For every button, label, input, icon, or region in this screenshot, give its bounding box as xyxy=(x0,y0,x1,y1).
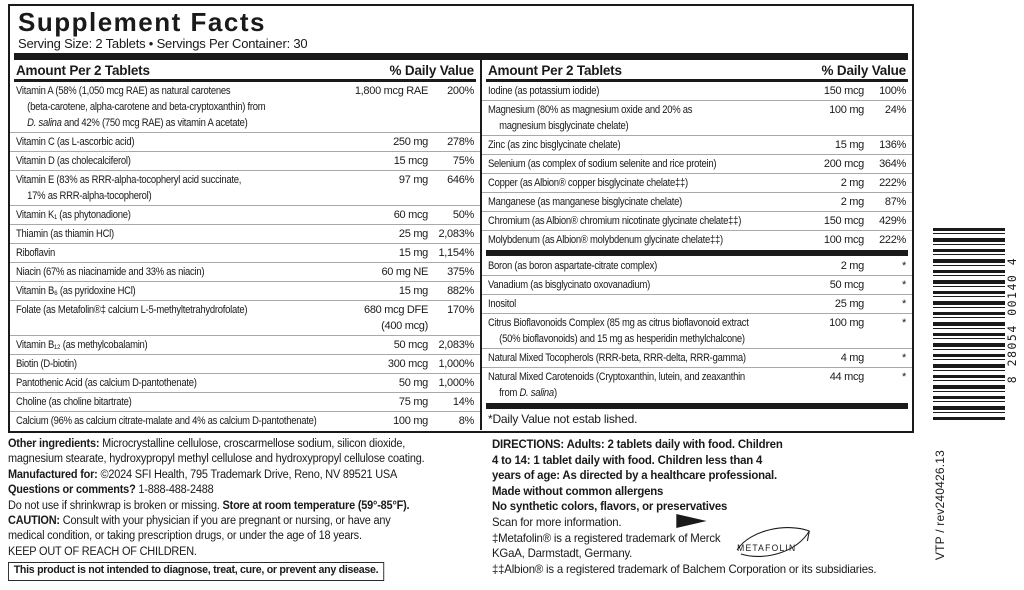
nutrient-name: Selenium (as complex of sodium selenite and rice protein) xyxy=(488,158,717,170)
nutrient-amount: 150 mcg xyxy=(823,215,864,227)
nutrient-name: Riboflavin xyxy=(16,247,55,259)
row-vitamin-d xyxy=(10,151,480,170)
panel-title: Supplement Facts xyxy=(18,7,266,37)
synthetic-line: No synthetic colors, flavors, or preservatives xyxy=(492,499,728,514)
nutrient-dv: 1,000% xyxy=(438,358,474,370)
nutrient-amount: 4 mg xyxy=(840,352,864,364)
nutrient-dv: * xyxy=(902,317,906,329)
nutrient-name: Choline (as choline bitartrate) xyxy=(16,396,132,408)
caution-line1: CAUTION: Consult with your physician if you are pregnant or nursing, or have any xyxy=(8,515,391,528)
nutrient-dv: 222% xyxy=(879,177,906,189)
bottom-left-text xyxy=(8,437,488,581)
nutrient-amount: 15 mg xyxy=(834,139,864,151)
nutrient-dv: 50% xyxy=(452,209,474,221)
nutrient-amount: 300 mcg xyxy=(387,358,428,370)
nutrient-dv: 200% xyxy=(447,85,474,97)
nutrient-name: Vitamin D (as cholecalciferol) xyxy=(16,155,131,167)
section-divider-bar xyxy=(486,403,908,409)
nutrient-dv: 87% xyxy=(884,196,906,208)
row-vanadium xyxy=(482,275,912,294)
nutrient-amount: 680 mcg DFE (400 mcg) xyxy=(364,304,428,332)
nutrient-dv: 364% xyxy=(879,158,906,170)
disclaimer-line xyxy=(8,560,464,580)
right-column xyxy=(482,60,912,430)
row-folate xyxy=(10,300,480,335)
left-column-header xyxy=(10,60,480,79)
nutrient-amount: 25 mg xyxy=(398,228,428,240)
row-biotin xyxy=(10,354,480,373)
nutrient-dv: * xyxy=(902,371,906,383)
row-vitamin-b6 xyxy=(10,281,480,300)
caution-line2: medical condition, or taking prescription drugs, or under the age of 18 years. xyxy=(8,530,362,543)
nutrient-amount: 50 mcg xyxy=(393,339,428,351)
nutrient-dv: 75% xyxy=(452,155,474,167)
nutrient-dv: 882% xyxy=(447,285,474,297)
row-magnesium xyxy=(482,100,912,135)
nutrient-amount: 2 mg xyxy=(840,260,864,272)
daily-value-header: % Daily Value xyxy=(389,63,474,78)
nutrient-dv: 2,083% xyxy=(438,228,474,240)
nutrient-amount: 250 mg xyxy=(393,136,428,148)
serving-size-line: Serving Size: 2 Tablets • Servings Per Container: 30 xyxy=(18,36,308,51)
nutrient-name: Vitamin B₆ (as pyridoxine HCl) xyxy=(16,285,136,297)
bottom-right-text xyxy=(492,437,952,577)
row-selenium xyxy=(482,154,912,173)
directions-line3: years of age: As directed by a healthcare professional. xyxy=(492,468,778,483)
right-column-header xyxy=(482,60,912,79)
row-boron xyxy=(482,257,912,275)
nutrient-dv: 1,154% xyxy=(438,247,474,259)
nutrient-name: Vitamin A (58% (1,050 mcg RAE) as natural carotenes (beta-carotene, alpha-carotene and beta-cryptoxanthin) from D. salina and 42% (750 mcg RAE) as vitamin A acetate) xyxy=(16,85,266,129)
other-ingredients-line2: magnesium stearate, hydroxypropyl methyl cellulose and hydroxypropyl cellulose coating. xyxy=(8,453,425,466)
nutrient-name: Thiamin (as thiamin HCl) xyxy=(16,228,114,240)
albion-note-line: ‡‡Albion® is a registered trademark of Balchem Corporation or its subsidiaries. xyxy=(492,561,877,576)
nutrient-name: Boron (as boron aspartate-citrate complex) xyxy=(488,260,657,272)
nutrient-dv: 136% xyxy=(879,139,906,151)
disclaimer-box: This product is not intended to diagnose, treat, cure, or prevent any disease. xyxy=(8,562,384,580)
row-pantothenic-acid xyxy=(10,373,480,392)
nutrient-amount: 44 mcg xyxy=(829,371,864,383)
upc-barcode-digits: 8 28054 00140 4 xyxy=(1005,256,1019,384)
nutrient-amount: 50 mcg xyxy=(829,279,864,291)
row-niacin xyxy=(10,262,480,281)
nutrient-name: Niacin (67% as niacinamide and 33% as niacin) xyxy=(16,266,205,278)
nutrient-dv: * xyxy=(902,260,906,272)
amount-header: Amount Per 2 Tablets xyxy=(488,63,622,78)
nutrient-name: Vitamin C (as L-ascorbic acid) xyxy=(16,136,135,148)
metafolin-note-line2: KGaA, Darmstadt, Germany. xyxy=(492,546,633,561)
daily-value-footnote: *Daily Value not estab lished. xyxy=(488,412,638,426)
nutrient-dv: 14% xyxy=(452,396,474,408)
upc-barcode xyxy=(933,228,1005,420)
nutrient-name: Zinc (as zinc bisglycinate chelate) xyxy=(488,139,621,151)
amount-header: Amount Per 2 Tablets xyxy=(16,63,150,78)
directions-line1: DIRECTIONS: Adults: 2 tablets daily with food. Children xyxy=(492,437,783,451)
nutrient-amount: 15 mg xyxy=(398,247,428,259)
nutrient-dv: 222% xyxy=(879,234,906,246)
nutrient-name: Natural Mixed Carotenoids (Cryptoxanthin, lutein, and zeaxanthin from D. salina) xyxy=(488,371,745,399)
nutrient-name: Magnesium (80% as magnesium oxide and 20% as magnesium bisglycinate chelate) xyxy=(488,104,693,132)
nutrient-amount: 100 mg xyxy=(829,317,864,329)
nutrient-amount: 100 mg xyxy=(393,415,428,427)
row-iodine xyxy=(482,82,912,100)
row-vitamin-b12 xyxy=(10,335,480,354)
row-vitamin-c xyxy=(10,132,480,151)
nutrient-amount: 200 mcg xyxy=(823,158,864,170)
nutrient-name: Pantothenic Acid (as calcium D-pantothenate) xyxy=(16,377,197,389)
directions-line2: 4 to 14: 1 tablet daily with food. Children less than 4 xyxy=(492,452,763,467)
other-ingredients-line1: Other ingredients: Microcrystalline cellulose, croscarmellose sodium, silicon dioxide, xyxy=(8,438,406,450)
keep-out-line: KEEP OUT OF REACH OF CHILDREN. xyxy=(8,545,197,558)
row-mixed-carotenoids xyxy=(482,367,912,402)
row-thiamin xyxy=(10,224,480,243)
nutrient-dv: 646% xyxy=(447,174,474,186)
nutrient-name: Citrus Bioflavonoids Complex (85 mg as citrus bioflavonoid extract (50% bioflavonoids) and 15 mg as hesperidin methylchalcone) xyxy=(488,317,749,345)
nutrient-amount: 60 mg NE xyxy=(381,266,428,278)
nutrient-name: Biotin (D-biotin) xyxy=(16,358,77,370)
row-vitamin-k1 xyxy=(10,205,480,224)
daily-value-header: % Daily Value xyxy=(821,63,906,78)
nutrient-name: Vitamin B₁₂ (as methylcobalamin) xyxy=(16,339,148,351)
row-inositol xyxy=(482,294,912,313)
row-zinc xyxy=(482,135,912,154)
nutrient-dv: 100% xyxy=(879,85,906,97)
print-revision-code: VTP / rev240426.13 xyxy=(933,449,947,561)
nutrient-amount: 1,800 mcg RAE xyxy=(354,85,428,97)
nutrient-name: Calcium (96% as calcium citrate-malate and 4% as calcium D-pantothenate) xyxy=(16,415,317,427)
nutrient-name: Chromium (as Albion® chromium nicotinate glycinate chelate‡‡) xyxy=(488,215,742,227)
nutrient-dv: 278% xyxy=(447,136,474,148)
nutrient-amount: 15 mg xyxy=(398,285,428,297)
nutrient-name: Vitamin E (83% as RRR-alpha-tocopheryl acid succinate, 17% as RRR-alpha-tocopherol) xyxy=(16,174,242,202)
questions-line: Questions or comments? 1-888-488-2488 xyxy=(8,484,214,497)
nutrient-dv: * xyxy=(902,352,906,364)
nutrient-amount: 2 mg xyxy=(840,177,864,189)
nutrient-dv: * xyxy=(902,298,906,310)
row-mixed-tocopherols xyxy=(482,348,912,367)
nutrient-amount: 60 mcg xyxy=(393,209,428,221)
nutrient-amount: 100 mcg xyxy=(823,234,864,246)
supplement-facts-panel xyxy=(8,4,914,433)
nutrient-name: Folate (as Metafolin®‡ calcium L-5-methyltetrahydrofolate) xyxy=(16,304,248,316)
nutrient-dv: 1,000% xyxy=(438,377,474,389)
svg-text:METAFOLIN: METAFOLIN xyxy=(737,542,797,553)
nutrient-dv: * xyxy=(902,279,906,291)
allergens-line: Made without common allergens xyxy=(492,483,664,498)
nutrient-name: Copper (as Albion® copper bisglycinate chelate‡‡) xyxy=(488,177,688,189)
row-citrus-bioflavonoids xyxy=(482,313,912,348)
nutrient-dv: 170% xyxy=(447,304,474,316)
row-choline xyxy=(10,392,480,411)
nutrient-amount: 25 mg xyxy=(834,298,864,310)
nutrient-name: Natural Mixed Tocopherols (RRR-beta, RRR-delta, RRR-gamma) xyxy=(488,352,746,364)
row-chromium xyxy=(482,211,912,230)
nutrient-amount: 2 mg xyxy=(840,196,864,208)
section-divider-bar xyxy=(486,250,908,256)
nutrient-name: Vitamin K₁ (as phytonadione) xyxy=(16,209,131,221)
nutrient-amount: 50 mg xyxy=(398,377,428,389)
row-molybdenum xyxy=(482,230,912,249)
row-riboflavin xyxy=(10,243,480,262)
nutrient-dv: 24% xyxy=(884,104,906,116)
thick-divider-bar xyxy=(14,53,908,60)
nutrient-dv: 2,083% xyxy=(438,339,474,351)
nutrient-name: Inositol xyxy=(488,298,516,310)
nutrient-name: Iodine (as potassium iodide) xyxy=(488,85,600,97)
row-manganese xyxy=(482,192,912,211)
nutrient-name: Manganese (as manganese bisglycinate chelate) xyxy=(488,196,683,208)
nutrient-amount: 15 mcg xyxy=(393,155,428,167)
metafolin-note-line1: ‡Metafolin® is a registered trademark of Merck METAFOLIN xyxy=(492,531,929,547)
nutrient-amount: 150 mcg xyxy=(823,85,864,97)
nutrient-name: Molybdenum (as Albion® molybdenum glycinate chelate‡‡) xyxy=(488,234,723,246)
scan-line: Scan for more information. xyxy=(492,515,929,531)
row-vitamin-a xyxy=(10,82,480,132)
row-vitamin-e xyxy=(10,170,480,205)
nutrient-amount: 100 mg xyxy=(829,104,864,116)
row-copper xyxy=(482,173,912,192)
nutrient-dv: 375% xyxy=(447,266,474,278)
shrinkwrap-line: Do not use if shrinkwrap is broken or missing. Store at room temperature (59°-85°F). xyxy=(8,499,410,512)
nutrient-amount: 97 mg xyxy=(398,174,428,186)
left-column xyxy=(10,60,480,430)
manufactured-for-line: Manufactured for: ©2024 SFI Health, 795 Trademark Drive, Reno, NV 89521 USA xyxy=(8,468,398,481)
nutrient-dv: 8% xyxy=(458,415,474,427)
nutrient-name: Vanadium (as bisglycinato oxovanadium) xyxy=(488,279,650,291)
scan-arrow-icon xyxy=(676,514,706,528)
nutrient-dv: 429% xyxy=(879,215,906,227)
nutrient-amount: 75 mg xyxy=(398,396,428,408)
row-calcium xyxy=(10,411,480,430)
